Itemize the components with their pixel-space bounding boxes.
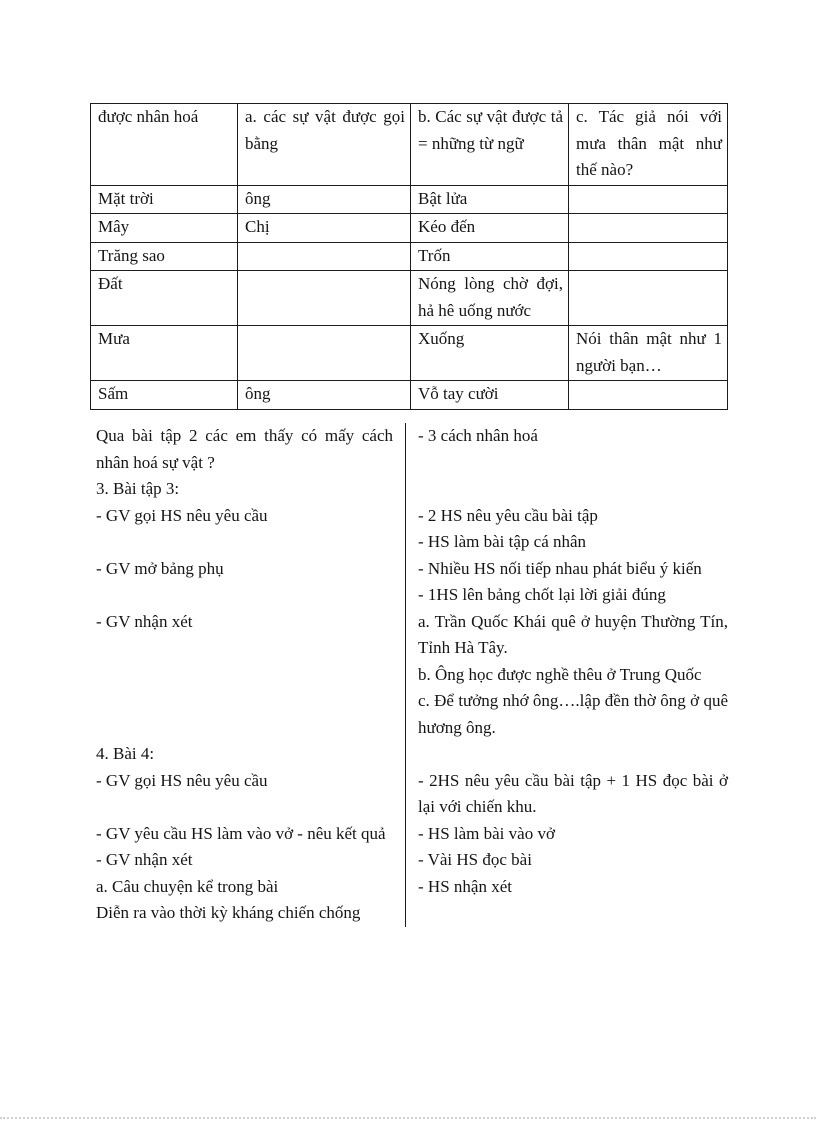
teacher-activity-line: a. Câu chuyện kể trong bài [96, 876, 279, 896]
teacher-activity-line: - GV mở bảng phụ [96, 558, 224, 578]
table-header-row [91, 104, 728, 186]
teacher-activity-cell [90, 476, 405, 503]
table-header-cell-1: a. các sự vật được gọi bằng [238, 104, 411, 186]
table-cell-2: Xuống [411, 326, 569, 381]
teacher-activity-line: - GV nhận xét [96, 850, 193, 869]
teacher-activity-cell [90, 609, 405, 742]
lesson-activity-columns [90, 423, 730, 927]
teacher-activity-line: 3. Bài tập 3: [96, 479, 180, 498]
table-cell-3 [569, 185, 728, 214]
table-cell-1 [238, 326, 411, 381]
activity-row-5 [90, 741, 730, 768]
student-activity-cell [405, 423, 730, 476]
teacher-activity-line: Diễn ra vào thời kỳ kháng chiến chống [96, 903, 361, 922]
student-activity-cell [405, 847, 730, 874]
table-cell-2: Kéo đến [411, 214, 569, 243]
teacher-activity-line: - GV gọi HS nêu yêu cầu [96, 505, 268, 525]
student-activity-line: a. Trần Quốc Khái quê ở huyện Thường Tín, Tỉnh Hà Tây. [418, 611, 728, 657]
student-activity-line: - 1HS lên bảng chốt lại lời giải đúng [418, 585, 666, 604]
table-cell-2: Vỗ tay cười [411, 381, 569, 410]
table-cell-3: Nói thân mật như 1 người bạn… [569, 326, 728, 381]
table-row-4 [91, 326, 728, 381]
student-activity-cell [405, 741, 730, 768]
table-cell-1: Chị [238, 214, 411, 243]
teacher-activity-cell [90, 874, 405, 927]
student-activity-cell [405, 609, 730, 742]
teacher-activity-cell [90, 768, 405, 821]
table-row-2 [91, 242, 728, 271]
table-cell-2: Nóng lòng chờ đợi, hả hê uống nước [411, 271, 569, 326]
activity-row-1 [90, 476, 730, 503]
table-cell-3 [569, 381, 728, 410]
table-row-5 [91, 381, 728, 410]
activity-row-9 [90, 874, 730, 927]
table-cell-2: Bật lửa [411, 185, 569, 214]
teacher-activity-line: 4. Bài 4: [96, 744, 155, 763]
teacher-activity-line: - GV gọi HS nêu yêu cầu [96, 770, 268, 790]
teacher-activity-cell [90, 741, 405, 768]
table-header-cell-2: b. Các sự vật được tả = những từ ngữ [411, 104, 569, 186]
nhan-hoa-table [90, 103, 728, 410]
student-activity-cell [405, 821, 730, 848]
table-cell-1 [238, 242, 411, 271]
student-activity-line: b. Ông học được nghề thêu ở Trung Quốc [418, 664, 702, 684]
table-cell-0: Mưa [91, 326, 238, 381]
teacher-activity-cell [90, 423, 405, 476]
student-activity-cell [405, 768, 730, 821]
teacher-activity-cell [90, 821, 405, 848]
student-activity-cell [405, 556, 730, 609]
student-activity-line: - HS nhận xét [418, 876, 512, 896]
student-activity-line: - 3 cách nhân hoá [418, 426, 538, 445]
table-cell-3 [569, 214, 728, 243]
teacher-activity-line: - GV yêu cầu HS làm vào vở - nêu kết quả [96, 823, 386, 843]
teacher-activity-cell [90, 556, 405, 609]
table-cell-1: ông [238, 185, 411, 214]
activity-row-4 [90, 609, 730, 742]
student-activity-line: c. Để tưởng nhớ ông….lập đền thờ ông ở quê hương ông. [418, 691, 728, 737]
student-activity-line: - Nhiều HS nối tiếp nhau phát biểu ý kiến [418, 558, 702, 578]
table-cell-2: Trốn [411, 242, 569, 271]
table-row-3 [91, 271, 728, 326]
table-cell-0: Đất [91, 271, 238, 326]
table-row-1 [91, 214, 728, 243]
table-header-cell-0: được nhân hoá [91, 104, 238, 186]
teacher-activity-line: Qua bài tập 2 các em thấy có mấy cách nhân hoá sự vật ? [96, 426, 393, 472]
student-activity-cell [405, 503, 730, 556]
student-activity-line: - 2 HS nêu yêu cầu bài tập [418, 505, 598, 525]
student-activity-cell [405, 476, 730, 503]
teacher-activity-cell [90, 503, 405, 556]
student-activity-line: - Vài HS đọc bài [418, 850, 532, 869]
student-activity-line: - 2HS nêu yêu cầu bài tập + 1 HS đọc bài ở lại với chiến khu. [418, 770, 728, 816]
table-cell-3 [569, 242, 728, 271]
table-cell-0: Mây [91, 214, 238, 243]
table-cell-1 [238, 271, 411, 326]
table-header-cell-3: c. Tác giả nói với mưa thân mật như thế nào? [569, 104, 728, 186]
table-row-0 [91, 185, 728, 214]
page-footer-dotted-line [0, 1117, 816, 1119]
table-cell-0: Trăng sao [91, 242, 238, 271]
student-activity-line: - HS làm bài tập cá nhân [418, 532, 587, 551]
table-cell-3 [569, 271, 728, 326]
activity-row-2 [90, 503, 730, 556]
activity-row-7 [90, 821, 730, 848]
table-cell-0: Sấm [91, 381, 238, 410]
student-activity-line: - HS làm bài vào vở [418, 823, 555, 843]
student-activity-cell [405, 874, 730, 927]
activity-row-8 [90, 847, 730, 874]
activity-row-3 [90, 556, 730, 609]
teacher-activity-cell [90, 847, 405, 874]
activity-row-0 [90, 423, 730, 476]
teacher-activity-line: - GV nhận xét [96, 611, 193, 631]
table-cell-0: Mặt trời [91, 185, 238, 214]
table-cell-1: ông [238, 381, 411, 410]
activity-row-6 [90, 768, 730, 821]
